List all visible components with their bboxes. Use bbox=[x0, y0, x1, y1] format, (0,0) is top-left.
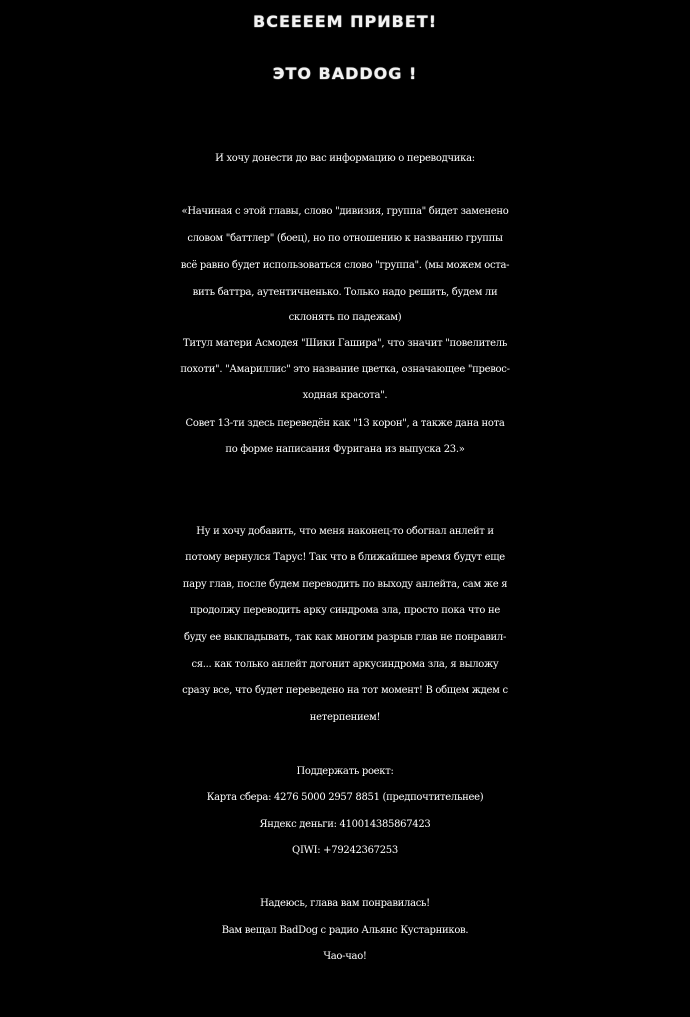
intro-text: И хочу донести до вас информацию о переводчика: bbox=[215, 153, 475, 164]
quote-line: «Начиная с этой главы, слово "дивизия, группа" бидет заменено bbox=[181, 206, 509, 217]
note-line: потому вернулся Тарус! Так что в ближайшее время будут еще bbox=[185, 552, 505, 563]
quote-line: вить баттра, аутентичненько. Только надо решить, будем ли bbox=[192, 287, 498, 298]
quote-line: ходная красота". bbox=[302, 390, 388, 401]
note-line: нетерпением! bbox=[309, 712, 381, 723]
quote-line: Титул матери Асмодея "Шики Гашира", что значит "повелитель bbox=[183, 338, 507, 349]
closing-line: Вам вещал BadDog с радио Альянс Кустарников. bbox=[221, 925, 469, 936]
support-heading: Поддержать роект: bbox=[296, 766, 394, 777]
quote-line: словом "баттлер" (боец), но по отношению к названию группы bbox=[187, 233, 503, 244]
quote-line: похоти". "Амариллис" это название цветка, означающее "превос- bbox=[180, 364, 510, 375]
note-line: буду ее выкладывать, так как многим разрыв глав не понравил- bbox=[183, 632, 507, 643]
page-title-line-1: ВСЕЕЕЕМ ПРИВЕТ! bbox=[253, 12, 437, 31]
quote-line: всё равно будет использоваться слово "группа". (мы можем оста- bbox=[180, 260, 510, 271]
note-line: Ну и хочу добавить, что меня наконец-то обогнал анлейт и bbox=[196, 526, 494, 537]
note-line: ся... как только анлейт догонит аркусиндрома зла, я выложу bbox=[191, 659, 499, 670]
yandex-money: Яндекс деньги: 410014385867423 bbox=[259, 819, 431, 830]
note-line: сразу все, что будет переведено на тот момент! В общем ждем с bbox=[182, 685, 508, 696]
note-line: пару глав, после будем переводить по выходу анлейта, сам же я bbox=[182, 579, 508, 590]
quote-line: склонять по падежам) bbox=[288, 312, 402, 323]
closing-line: Чао-чао! bbox=[323, 951, 367, 962]
sber-card: Карта сбера: 4276 5000 2957 8851 (предпочтительнее) bbox=[206, 792, 484, 803]
quote-line: Совет 13-ти здесь переведён как "13 корон", а также дана нота bbox=[185, 418, 505, 429]
note-line: продолжу переводить арку синдрома зла, просто пока что не bbox=[190, 605, 500, 616]
qiwi-wallet: QIWI: +79242367253 bbox=[292, 845, 398, 856]
quote-line: по форме написания Фуригана из выпуска 23.» bbox=[225, 444, 465, 455]
closing-line: Надеюсь, глава вам понравилась! bbox=[260, 898, 430, 909]
page-title-line-2: ЭТО BADDOG ! bbox=[272, 64, 418, 83]
